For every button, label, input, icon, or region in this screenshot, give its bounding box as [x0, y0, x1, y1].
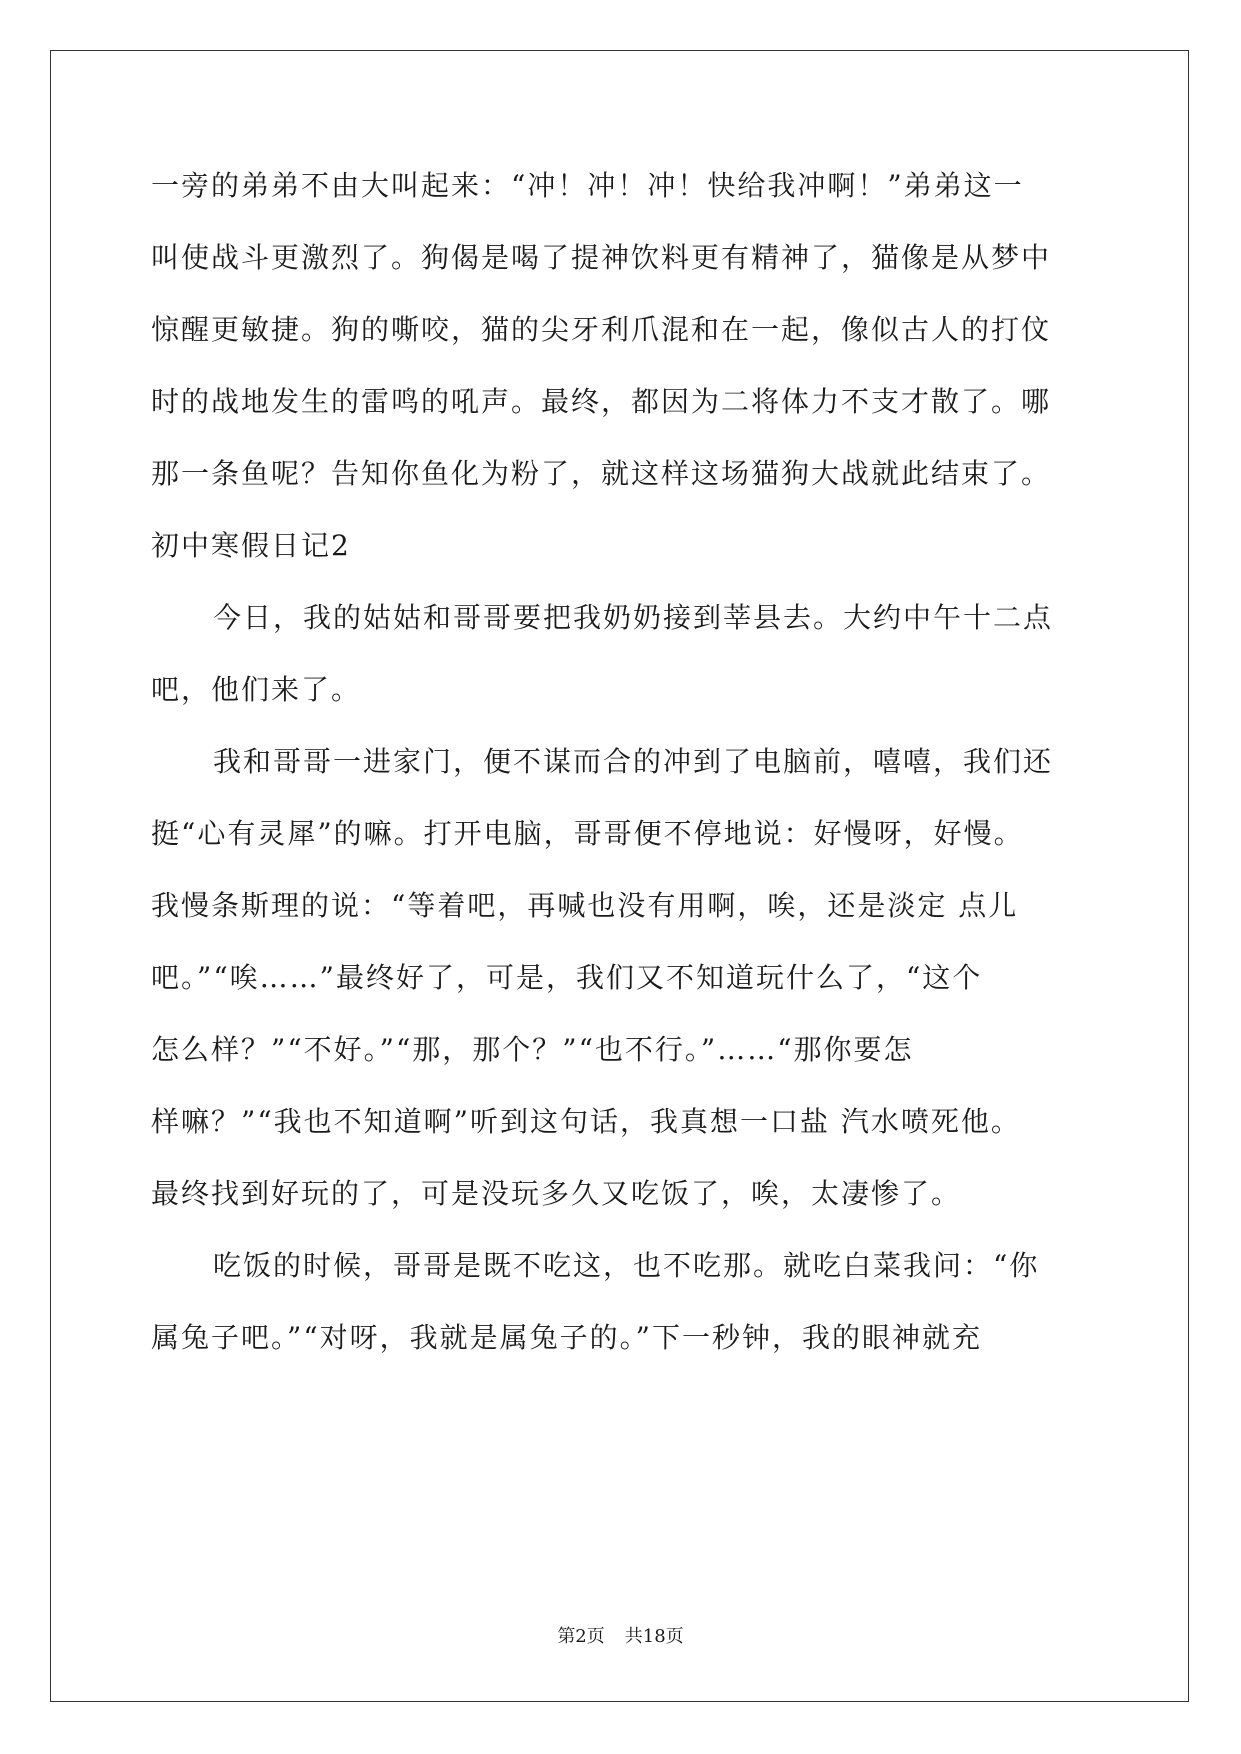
text-line: 吧。”“唉……”最终好了，可是，我们又不知道玩什么了，“这个	[151, 961, 983, 994]
text-line: 吧，他们来了。	[151, 673, 362, 706]
text-line: 一旁的弟弟不由大叫起来：“冲！冲！冲！快给我冲啊！”弟弟这一	[151, 169, 1024, 202]
text-line: 叫使战斗更激烈了。狗偈是喝了提神饮料更有精神了，猫像是从梦中	[151, 241, 1052, 274]
paragraph-start-line: 吃饭的时候，哥哥是既不吃这，也不吃那。就吃白菜我问：“你	[213, 1249, 1040, 1282]
page-number-total: 共18页	[624, 1626, 684, 1647]
paragraph-start-line: 我和哥哥一进家门，便不谋而合的冲到了电脑前，嘻嘻，我们还	[213, 745, 1054, 778]
text-line: 最终找到好玩的了，可是没玩多久又吃饭了，唉，太凄惨了。	[151, 1177, 962, 1210]
section-heading: 初中寒假日记2	[151, 529, 351, 562]
page-border	[50, 50, 1189, 1702]
text-line: 那一条鱼呢？告知你鱼化为粉了，就这样这场猫狗大战就此结束了。	[151, 457, 1052, 490]
text-line: 时的战地发生的雷鸣的吼声。最终，都因为二将体力不支才散了。哪	[151, 385, 1052, 418]
text-line: 怎么样？”“不好。”“那，那个？”“也不行。”……“那你要怎	[151, 1033, 914, 1066]
paragraph-start-line: 今日，我的姑姑和哥哥要把我奶奶接到莘县去。大约中午十二点	[213, 601, 1054, 634]
text-line: 惊醒更敏捷。狗的嘶咬，猫的尖牙利爪混和在一起，像似古人的打伩	[151, 313, 1052, 346]
text-line: 属兔子吧。”“对呀，我就是属兔子的。”下一秒钟，我的眼神就充	[151, 1321, 982, 1354]
page-number-current: 第2页	[557, 1626, 605, 1647]
page-footer	[0, 1626, 1241, 1648]
text-line: 样嘛？”“我也不知道啊”听到这句话，我真想一口盐 汽水喷死他。	[151, 1105, 1021, 1138]
text-line: 挺“心有灵犀”的嘛。打开电脑，哥哥便不停地说：好慢呀，好慢。	[151, 817, 1024, 850]
text-line: 我慢条斯理的说：“等着吧，再喊也没有用啊，唉，还是淡定 点儿	[151, 889, 1019, 922]
